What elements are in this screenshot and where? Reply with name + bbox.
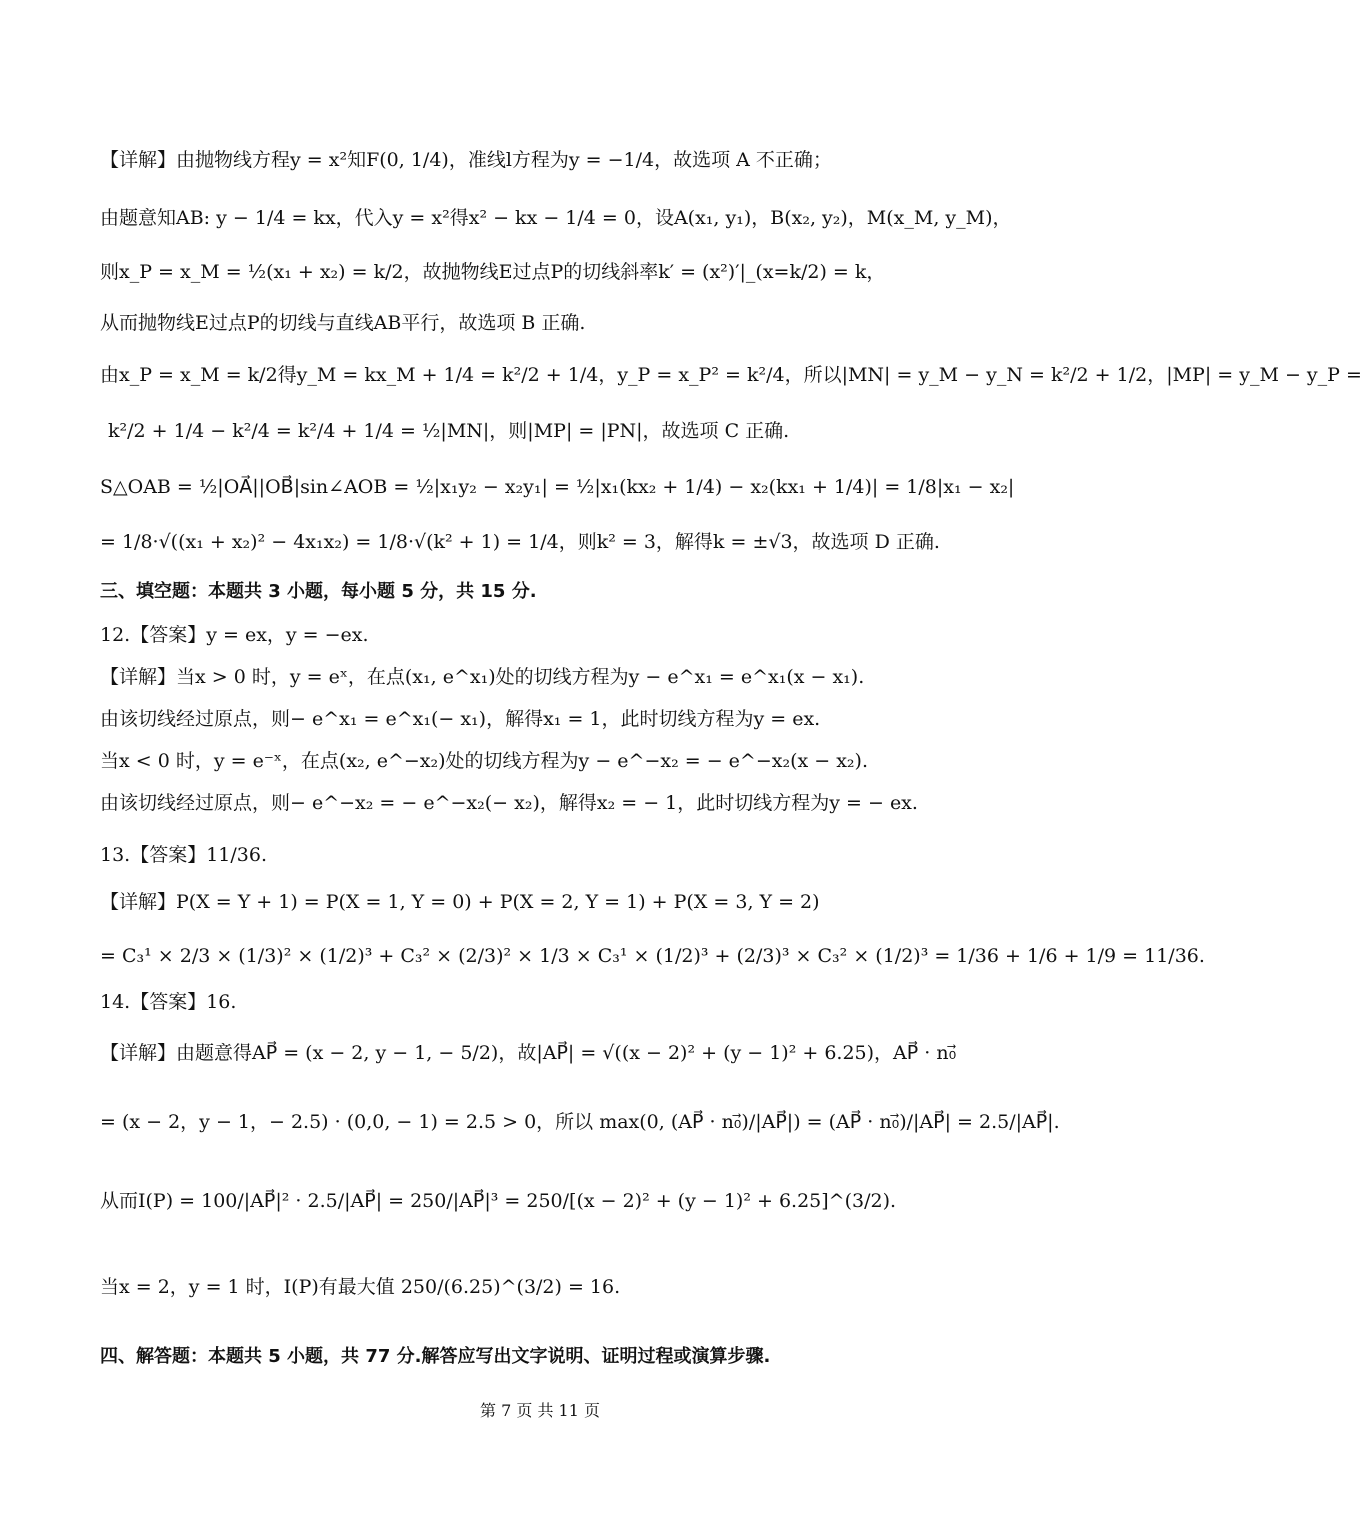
solution-line: S△OAB = ½|OA⃗||OB⃗|sin∠AOB = ½|x₁y₂ − x₂y₁| = ½|x₁(kx₂ + 1/4) − x₂(kx₁ + 1/4)| = 1/8|x₁ − x₂| <box>100 476 1015 498</box>
solution-line: 【详解】由题意得AP⃗ = (x − 2, y − 1, − 5/2)，故|AP⃗| = √((x − 2)² + (y − 1)² + 6.25)，AP⃗ · n₀⃗ <box>100 1042 957 1064</box>
solution-line: 由该切线经过原点，则− e^x₁ = e^x₁(− x₁)，解得x₁ = 1，此时切线方程为y = ex. <box>100 708 821 730</box>
answer-14: 14.【答案】16. <box>100 991 237 1013</box>
solution-line: = 1/8·√((x₁ + x₂)² − 4x₁x₂) = 1/8·√(k² + 1) = 1/4，则k² = 3，解得k = ±√3，故选项 D 正确. <box>100 531 940 553</box>
answer-13: 13.【答案】11/36. <box>100 844 268 866</box>
answer-12: 12.【答案】y = ex，y = −ex. <box>100 624 369 646</box>
solution-line: = (x − 2，y − 1，− 2.5) · (0,0, − 1) = 2.5 > 0，所以 max(0, (AP⃗ · n₀⃗)/|AP⃗|) = (AP⃗ · n₀⃗)/|AP⃗| = 2.5/|AP⃗|. <box>100 1111 1060 1133</box>
solution-line: 【详解】由抛物线方程y = x²知F(0, 1/4)，准线l方程为y = −1/4，故选项 A 不正确； <box>100 149 832 171</box>
solution-line: 当x < 0 时，y = e⁻ˣ，在点(x₂, e^−x₂)处的切线方程为y − e^−x₂ = − e^−x₂(x − x₂). <box>100 750 868 772</box>
solution-line: 【详解】当x > 0 时，y = eˣ，在点(x₁, e^x₁)处的切线方程为y − e^x₁ = e^x₁(x − x₁). <box>100 666 865 688</box>
solution-line: 则x_P = x_M = ½(x₁ + x₂) = k/2，故抛物线E过点P的切线斜率k′ = (x²)′|_(x=k/2) = k， <box>100 261 886 283</box>
solution-line: = C₃¹ × 2/3 × (1/3)² × (1/2)³ + C₃² × (2/3)² × 1/3 × C₃¹ × (1/2)³ + (2/3)³ × C₃² × (1/2)³ = 1/36 + 1/6 + 1/9 = 11/36. <box>100 945 1205 967</box>
solution-line: 由x_P = x_M = k/2得y_M = kx_M + 1/4 = k²/2 + 1/4，y_P = x_P² = k²/4，所以|MN| = y_M − y_N = k²/2 + 1/2，|MP| = y_M − y_P = <box>100 364 1362 386</box>
solution-line: 从而抛物线E过点P的切线与直线AB平行，故选项 B 正确. <box>100 312 586 334</box>
solution-line: k²/2 + 1/4 − k²/4 = k²/4 + 1/4 = ½|MN|，则|MP| = |PN|，故选项 C 正确. <box>108 420 790 442</box>
solution-line: 由该切线经过原点，则− e^−x₂ = − e^−x₂(− x₂)，解得x₂ = − 1，此时切线方程为y = − ex. <box>100 792 918 814</box>
page-footer: 第 7 页 共 11 页 <box>480 1401 600 1420</box>
solution-line: 当x = 2，y = 1 时，I(P)有最大值 250/(6.25)^(3/2) = 16. <box>100 1276 621 1298</box>
section-heading-answers: 四、解答题：本题共 5 小题，共 77 分.解答应写出文字说明、证明过程或演算步骤. <box>100 1346 771 1367</box>
solution-line: 由题意知AB: y − 1/4 = kx，代入y = x²得x² − kx − 1/4 = 0，设A(x₁, y₁)，B(x₂, y₂)，M(x_M, y_M)， <box>100 207 1012 229</box>
section-heading-fill-in: 三、填空题：本题共 3 小题，每小题 5 分，共 15 分. <box>100 581 537 602</box>
solution-line: 从而I(P) = 100/|AP⃗|² · 2.5/|AP⃗| = 250/|AP⃗|³ = 250/[(x − 2)² + (y − 1)² + 6.25]^(3/2). <box>100 1190 897 1212</box>
solution-line: 【详解】P(X = Y + 1) = P(X = 1, Y = 0) + P(X = 2, Y = 1) + P(X = 3, Y = 2) <box>100 891 820 913</box>
